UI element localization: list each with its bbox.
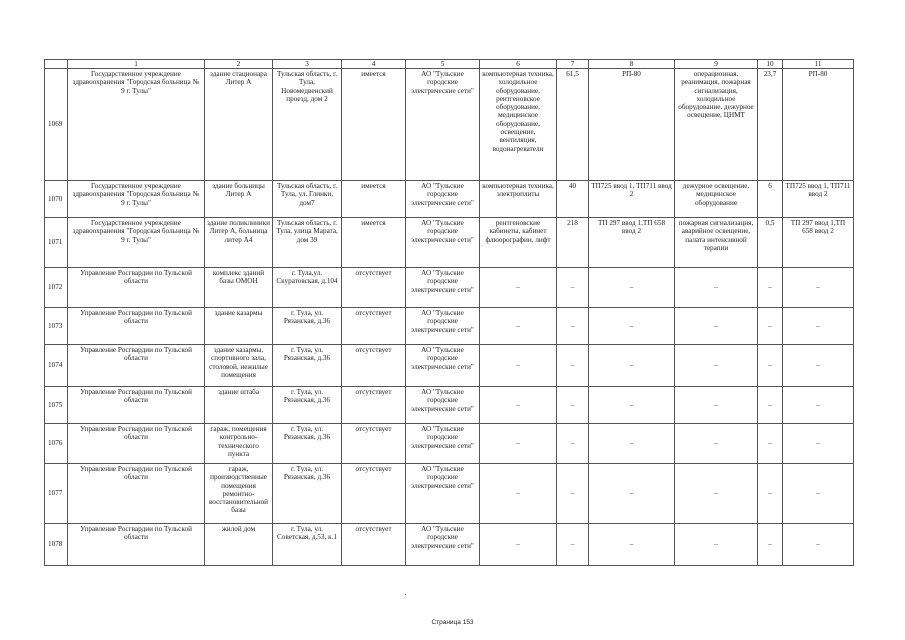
grid-company-cell: АО "Тульские городские электрические сети" bbox=[406, 218, 480, 268]
reserve-source-cell: отсутствует bbox=[342, 345, 406, 387]
grid-company-cell: АО "Тульские городские электрические сети" bbox=[406, 424, 480, 464]
institution-cell: Государственное учреждение здравоохранения "Городская больница № 9 г. Тулы" bbox=[68, 69, 205, 181]
power-cell: – bbox=[557, 308, 589, 345]
power-cell: 218 bbox=[557, 218, 589, 268]
consumers-cell: – bbox=[480, 524, 557, 566]
address-cell: г. Тула, ул. Рязанская, д.36 bbox=[273, 345, 342, 387]
critical-consumers-cell: – bbox=[675, 524, 758, 566]
feeder-cell: – bbox=[589, 524, 675, 566]
critical-consumers-cell: – bbox=[675, 387, 758, 424]
reserve-source-cell: отсутствует bbox=[342, 268, 406, 308]
column-number: 11 bbox=[783, 60, 854, 69]
power-cell: – bbox=[557, 268, 589, 308]
address-cell: г. Тула, ул. Рязанская, д.36 bbox=[273, 387, 342, 424]
row-number: 1078 bbox=[45, 524, 68, 566]
column-number: 2 bbox=[205, 60, 273, 69]
table-row bbox=[45, 464, 854, 524]
grid-company-cell: АО "Тульские городские электрические сети" bbox=[406, 69, 480, 181]
row-number: 1072 bbox=[45, 268, 68, 308]
grid-company-cell: АО "Тульские городские электрические сети" bbox=[406, 345, 480, 387]
consumers-cell: – bbox=[480, 387, 557, 424]
feeder-cell: РП-80 bbox=[589, 69, 675, 181]
column-number: 9 bbox=[675, 60, 758, 69]
row-number: 1070 bbox=[45, 181, 68, 218]
consumers-cell: – bbox=[480, 268, 557, 308]
reserve-source-cell: отсутствует bbox=[342, 464, 406, 524]
institution-cell: Управление Росгвардии по Тульской области bbox=[68, 268, 205, 308]
feeder-cell: ТП725 ввод 1, ТП711 ввод 2 bbox=[589, 181, 675, 218]
critical-power-cell: 6 bbox=[758, 181, 783, 218]
critical-feeder-cell: РП-80 bbox=[783, 69, 854, 181]
grid-company-cell: АО "Тульские городские электрические сети" bbox=[406, 268, 480, 308]
object-cell: здание казармы bbox=[205, 308, 273, 345]
row-number: 1073 bbox=[45, 308, 68, 345]
address-cell: Тульская область, г. Тула, Новомедвенский проезд, дом 2 bbox=[273, 69, 342, 181]
grid-company-cell: АО "Тульские городские электрические сети" bbox=[406, 387, 480, 424]
critical-consumers-cell: операционная, реанимация, пожарная сигнализация, холодильное оборудование, дежурное освещение, ЦНМТ bbox=[675, 69, 758, 181]
column-number bbox=[45, 60, 68, 69]
reserve-source-cell: отсутствует bbox=[342, 308, 406, 345]
object-cell: жилой дом bbox=[205, 524, 273, 566]
address-cell: г. Тула,ул. Скуратовская, д.104 bbox=[273, 268, 342, 308]
object-cell: здание казармы, спортивного зала, столовой, нежилые помещения bbox=[205, 345, 273, 387]
object-cell: гараж, помещения контрольно-технического пункта bbox=[205, 424, 273, 464]
table-row bbox=[45, 268, 854, 308]
consumers-cell: компьютерная техника, холодильное оборудование, рентгеновское оборудование, медицинское оборудование, освещение, вентиляция, водонагреватели bbox=[480, 69, 557, 181]
institution-cell: Управление Росгвардии по Тульской области bbox=[68, 524, 205, 566]
column-number: 1 bbox=[68, 60, 205, 69]
grid-company-cell: АО "Тульские городские электрические сети" bbox=[406, 524, 480, 566]
object-cell: здание штаба bbox=[205, 387, 273, 424]
scan-speck bbox=[405, 594, 406, 595]
critical-power-cell: – bbox=[758, 424, 783, 464]
feeder-cell: – bbox=[589, 345, 675, 387]
institution-cell: Управление Росгвардии по Тульской области bbox=[68, 464, 205, 524]
institution-cell: Государственное учреждение здравоохранения "Городская больница № 9 г. Тулы" bbox=[68, 218, 205, 268]
critical-consumers-cell: – bbox=[675, 345, 758, 387]
critical-power-cell: 0,5 bbox=[758, 218, 783, 268]
critical-feeder-cell: – bbox=[783, 387, 854, 424]
reserve-source-cell: отсутствует bbox=[342, 424, 406, 464]
consumers-cell: рентгеновские кабинеты, кабинет флюорографии, лифт bbox=[480, 218, 557, 268]
power-cell: – bbox=[557, 387, 589, 424]
reserve-source-cell: имеется bbox=[342, 218, 406, 268]
consumers-cell: – bbox=[480, 308, 557, 345]
register-table bbox=[44, 59, 854, 566]
row-number: 1076 bbox=[45, 424, 68, 464]
consumers-cell: – bbox=[480, 464, 557, 524]
critical-consumers-cell: – bbox=[675, 268, 758, 308]
reserve-source-cell: отсутствует bbox=[342, 387, 406, 424]
critical-consumers-cell: дежурное освещение, медицинское оборудование bbox=[675, 181, 758, 218]
column-number: 5 bbox=[406, 60, 480, 69]
reserve-source-cell: имеется bbox=[342, 69, 406, 181]
institution-cell: Государственное учреждение здравоохранения "Городская больница № 9 г. Тулы" bbox=[68, 181, 205, 218]
critical-feeder-cell: – bbox=[783, 345, 854, 387]
object-cell: комплекс зданий базы ОМОН bbox=[205, 268, 273, 308]
table-row bbox=[45, 308, 854, 345]
critical-feeder-cell: – bbox=[783, 524, 854, 566]
table-row bbox=[45, 345, 854, 387]
table-row bbox=[45, 524, 854, 566]
power-cell: 40 bbox=[557, 181, 589, 218]
table-row bbox=[45, 181, 854, 218]
object-cell: здание стационара Литер А bbox=[205, 69, 273, 181]
reserve-source-cell: отсутствует bbox=[342, 524, 406, 566]
consumers-cell: компьютерная техника, электроплиты bbox=[480, 181, 557, 218]
grid-company-cell: АО "Тульские городские электрические сети" bbox=[406, 181, 480, 218]
row-number: 1074 bbox=[45, 345, 68, 387]
grid-company-cell: АО "Тульские городские электрические сети" bbox=[406, 464, 480, 524]
power-cell: 61,5 bbox=[557, 69, 589, 181]
institution-cell: Управление Росгвардии по Тульской области bbox=[68, 308, 205, 345]
feeder-cell: – bbox=[589, 387, 675, 424]
critical-consumers-cell: – bbox=[675, 464, 758, 524]
address-cell: г. Тула, ул. Рязанская, д.36 bbox=[273, 308, 342, 345]
row-number: 1069 bbox=[45, 69, 68, 181]
critical-consumers-cell: – bbox=[675, 308, 758, 345]
table-row bbox=[45, 387, 854, 424]
critical-feeder-cell: – bbox=[783, 308, 854, 345]
grid-company-cell: АО "Тульские городские электрические сети" bbox=[406, 308, 480, 345]
object-cell: здание поликлиники Литер А, больница литер А4 bbox=[205, 218, 273, 268]
row-number: 1071 bbox=[45, 218, 68, 268]
critical-feeder-cell: – bbox=[783, 268, 854, 308]
table-row bbox=[45, 69, 854, 181]
critical-power-cell: – bbox=[758, 345, 783, 387]
consumers-cell: – bbox=[480, 424, 557, 464]
column-number: 10 bbox=[758, 60, 783, 69]
critical-feeder-cell: – bbox=[783, 464, 854, 524]
critical-power-cell: – bbox=[758, 464, 783, 524]
table-body bbox=[45, 69, 854, 566]
feeder-cell: – bbox=[589, 464, 675, 524]
critical-power-cell: – bbox=[758, 387, 783, 424]
object-cell: гараж, производственные помещения ремонтно-восстановительной базы bbox=[205, 464, 273, 524]
table-row bbox=[45, 424, 854, 464]
column-number: 8 bbox=[589, 60, 675, 69]
critical-feeder-cell: ТП725 ввод 1, ТП711 ввод 2 bbox=[783, 181, 854, 218]
feeder-cell: – bbox=[589, 308, 675, 345]
column-number-row bbox=[45, 60, 854, 69]
row-number: 1075 bbox=[45, 387, 68, 424]
critical-power-cell: – bbox=[758, 524, 783, 566]
institution-cell: Управление Росгвардии по Тульской области bbox=[68, 424, 205, 464]
page-number: Страница 153 bbox=[431, 619, 474, 626]
column-number: 6 bbox=[480, 60, 557, 69]
object-cell: здание больницы Литер А bbox=[205, 181, 273, 218]
column-number: 3 bbox=[273, 60, 342, 69]
critical-feeder-cell: ТП 297 ввод 1,ТП 658 ввод 2 bbox=[783, 218, 854, 268]
power-cell: – bbox=[557, 464, 589, 524]
feeder-cell: – bbox=[589, 424, 675, 464]
power-cell: – bbox=[557, 345, 589, 387]
critical-feeder-cell: – bbox=[783, 424, 854, 464]
address-cell: г. Тула, ул. Рязанская, д.36 bbox=[273, 464, 342, 524]
power-cell: – bbox=[557, 524, 589, 566]
institution-cell: Управление Росгвардии по Тульской области bbox=[68, 345, 205, 387]
critical-power-cell: 23,7 bbox=[758, 69, 783, 181]
feeder-cell: ТП 297 ввод 1,ТП 658 ввод 2 bbox=[589, 218, 675, 268]
power-cell: – bbox=[557, 424, 589, 464]
reserve-source-cell: имеется bbox=[342, 181, 406, 218]
row-number: 1077 bbox=[45, 464, 68, 524]
column-number: 4 bbox=[342, 60, 406, 69]
critical-consumers-cell: пожарная сигнализация, аварийное освещение, палата интенсивной терапии bbox=[675, 218, 758, 268]
address-cell: г. Тула, ул. Советская, д.53, к.1 bbox=[273, 524, 342, 566]
consumers-cell: – bbox=[480, 345, 557, 387]
column-number: 7 bbox=[557, 60, 589, 69]
address-cell: Тульская область, г. Тула, ул. Глинки, дом7 bbox=[273, 181, 342, 218]
feeder-cell: – bbox=[589, 268, 675, 308]
critical-consumers-cell: – bbox=[675, 424, 758, 464]
institution-cell: Управление Росгвардии по Тульской области bbox=[68, 387, 205, 424]
table-row bbox=[45, 218, 854, 268]
address-cell: Тульская область, г. Тула, улица Марата, дом 39 bbox=[273, 218, 342, 268]
critical-power-cell: – bbox=[758, 268, 783, 308]
address-cell: г. Тула, ул. Рязанская, д.36 bbox=[273, 424, 342, 464]
critical-power-cell: – bbox=[758, 308, 783, 345]
